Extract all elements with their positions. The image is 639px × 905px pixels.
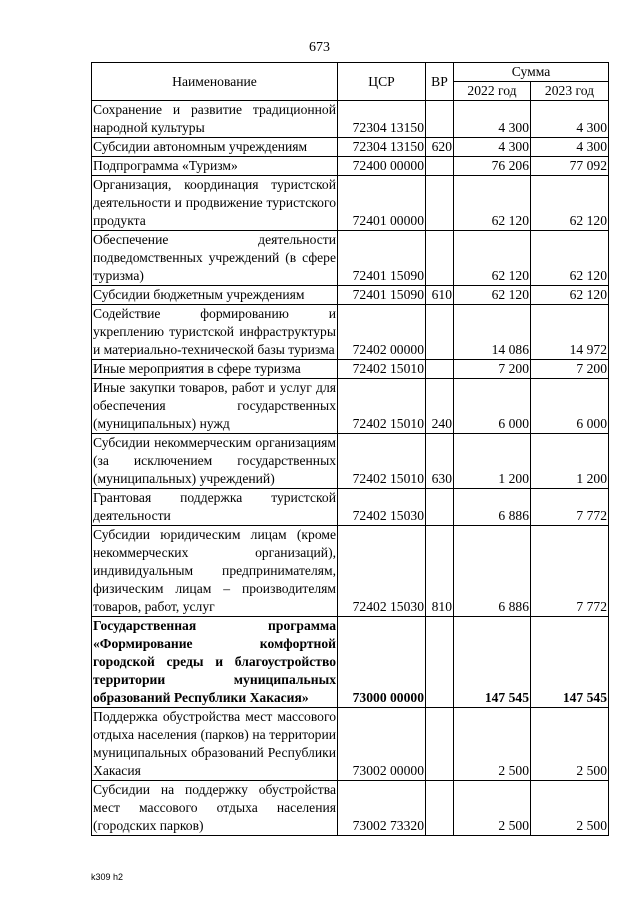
row-vr: 810 bbox=[426, 526, 454, 617]
table-row bbox=[92, 231, 609, 286]
row-sum-2023: 6 000 bbox=[531, 379, 609, 434]
row-name: Сохранение и развитие традиционной народной культуры bbox=[92, 101, 338, 138]
row-sum-2023: 7 200 bbox=[531, 360, 609, 379]
row-name: Поддержка обустройства мест массового отдыха населения (парков) на территории муниципальных образований Республики Хакасия bbox=[92, 708, 338, 781]
header-vr: ВР bbox=[426, 63, 454, 101]
row-vr: 240 bbox=[426, 379, 454, 434]
table-row bbox=[92, 708, 609, 781]
row-sum-2023: 77 092 bbox=[531, 157, 609, 176]
row-csr: 72402 00000 bbox=[338, 305, 426, 360]
row-sum-2023: 2 500 bbox=[531, 781, 609, 836]
row-vr bbox=[426, 157, 454, 176]
row-name: Субсидии бюджетным учреждениям bbox=[92, 286, 338, 305]
row-vr bbox=[426, 305, 454, 360]
row-sum-2022: 62 120 bbox=[454, 176, 531, 231]
row-sum-2022: 2 500 bbox=[454, 781, 531, 836]
table-row bbox=[92, 781, 609, 836]
budget-table bbox=[91, 62, 609, 836]
row-name: Грантовая поддержка туристской деятельности bbox=[92, 489, 338, 526]
row-vr bbox=[426, 176, 454, 231]
row-sum-2023: 7 772 bbox=[531, 526, 609, 617]
row-vr bbox=[426, 708, 454, 781]
row-sum-2022: 147 545 bbox=[454, 617, 531, 708]
row-sum-2023: 7 772 bbox=[531, 489, 609, 526]
header-name: Наименование bbox=[92, 63, 338, 101]
row-csr: 73002 00000 bbox=[338, 708, 426, 781]
row-sum-2023: 4 300 bbox=[531, 138, 609, 157]
header-year-2022: 2022 год bbox=[454, 82, 531, 101]
row-sum-2022: 6 886 bbox=[454, 526, 531, 617]
header-sum: Сумма bbox=[454, 63, 609, 82]
row-vr bbox=[426, 101, 454, 138]
table-row bbox=[92, 379, 609, 434]
footer-code: k309 h2 bbox=[91, 872, 124, 882]
row-sum-2023: 14 972 bbox=[531, 305, 609, 360]
row-name: Содействие формированию и укреплению туристской инфраструктуры и материально-технической базы туризма bbox=[92, 305, 338, 360]
row-sum-2022: 6 886 bbox=[454, 489, 531, 526]
row-sum-2022: 6 000 bbox=[454, 379, 531, 434]
row-sum-2022: 4 300 bbox=[454, 138, 531, 157]
row-name: Иные мероприятия в сфере туризма bbox=[92, 360, 338, 379]
row-vr bbox=[426, 360, 454, 379]
table-row bbox=[92, 138, 609, 157]
row-sum-2022: 62 120 bbox=[454, 286, 531, 305]
row-sum-2023: 4 300 bbox=[531, 101, 609, 138]
table-row bbox=[92, 157, 609, 176]
table-row bbox=[92, 434, 609, 489]
row-csr: 72402 15010 bbox=[338, 379, 426, 434]
row-sum-2022: 2 500 bbox=[454, 708, 531, 781]
row-name: Иные закупки товаров, работ и услуг для обеспечения государственных (муниципальных) нужд bbox=[92, 379, 338, 434]
row-csr: 72402 15030 bbox=[338, 489, 426, 526]
row-sum-2023: 147 545 bbox=[531, 617, 609, 708]
row-vr: 620 bbox=[426, 138, 454, 157]
row-name: Субсидии юридическим лицам (кроме некоммерческих организаций), индивидуальным предпринимателям, физическим лицам – производителям товаров, работ, услуг bbox=[92, 526, 338, 617]
row-sum-2023: 62 120 bbox=[531, 176, 609, 231]
row-vr: 610 bbox=[426, 286, 454, 305]
table-row bbox=[92, 617, 609, 708]
row-csr: 72400 00000 bbox=[338, 157, 426, 176]
table-row bbox=[92, 489, 609, 526]
table-row bbox=[92, 286, 609, 305]
row-csr: 73000 00000 bbox=[338, 617, 426, 708]
row-csr: 73002 73320 bbox=[338, 781, 426, 836]
row-name: Субсидии некоммерческим организациям (за исключением государственных (муниципальных) учреждений) bbox=[92, 434, 338, 489]
row-vr bbox=[426, 781, 454, 836]
header-csr: ЦСР bbox=[338, 63, 426, 101]
row-csr: 72304 13150 bbox=[338, 138, 426, 157]
row-vr bbox=[426, 231, 454, 286]
row-csr: 72401 00000 bbox=[338, 176, 426, 231]
table-row bbox=[92, 305, 609, 360]
row-sum-2022: 1 200 bbox=[454, 434, 531, 489]
row-sum-2022: 7 200 bbox=[454, 360, 531, 379]
row-sum-2022: 4 300 bbox=[454, 101, 531, 138]
row-name: Субсидии автономным учреждениям bbox=[92, 138, 338, 157]
page-number: 673 bbox=[309, 40, 330, 55]
row-sum-2023: 1 200 bbox=[531, 434, 609, 489]
row-csr: 72402 15030 bbox=[338, 526, 426, 617]
row-csr: 72402 15010 bbox=[338, 360, 426, 379]
header-year-2023: 2023 год bbox=[531, 82, 609, 101]
table-row bbox=[92, 360, 609, 379]
row-csr: 72401 15090 bbox=[338, 231, 426, 286]
row-sum-2023: 2 500 bbox=[531, 708, 609, 781]
row-sum-2023: 62 120 bbox=[531, 231, 609, 286]
row-sum-2022: 62 120 bbox=[454, 231, 531, 286]
row-sum-2022: 76 206 bbox=[454, 157, 531, 176]
row-name: Субсидии на поддержку обустройства мест массового отдыха населения (городских парков) bbox=[92, 781, 338, 836]
row-csr: 72304 13150 bbox=[338, 101, 426, 138]
row-vr: 630 bbox=[426, 434, 454, 489]
row-sum-2023: 62 120 bbox=[531, 286, 609, 305]
table-row bbox=[92, 526, 609, 617]
row-vr bbox=[426, 489, 454, 526]
row-name: Государственная программа «Формирование комфортной городской среды и благоустройство территории муниципальных образований Республики Хакасия» bbox=[92, 617, 338, 708]
row-csr: 72402 15010 bbox=[338, 434, 426, 489]
row-name: Организация, координация туристской деятельности и продвижение туристского продукта bbox=[92, 176, 338, 231]
table-row bbox=[92, 101, 609, 138]
row-vr bbox=[426, 617, 454, 708]
row-name: Подпрограмма «Туризм» bbox=[92, 157, 338, 176]
row-csr: 72401 15090 bbox=[338, 286, 426, 305]
table-row bbox=[92, 176, 609, 231]
row-sum-2022: 14 086 bbox=[454, 305, 531, 360]
row-name: Обеспечение деятельности подведомственных учреждений (в сфере туризма) bbox=[92, 231, 338, 286]
